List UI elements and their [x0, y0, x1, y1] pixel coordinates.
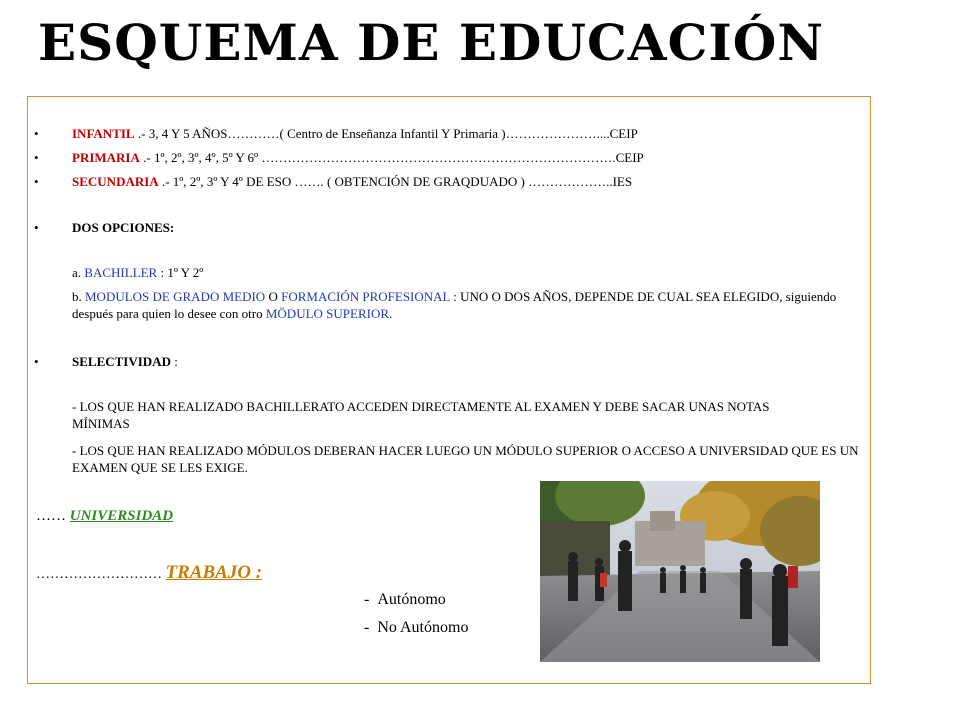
universidad-line: [36, 507, 173, 526]
campus-photo-svg: [540, 481, 820, 662]
campus-students-photo: [540, 481, 820, 662]
option-a: [72, 264, 203, 281]
infantil-label: INFANTIL: [72, 126, 135, 141]
universidad-label: UNIVERSIDAD: [69, 508, 174, 524]
secundaria-text: .- 1º, 2º, 3º Y 4º DE ESO ……. ( OBTENCIÓN DE GRAQDUADO ) ………………..IES: [158, 174, 633, 189]
bachiller-label: BACHILLER: [84, 265, 158, 280]
universidad-dots: ……: [36, 508, 70, 524]
opciones-heading: DOS OPCIONES:: [72, 220, 175, 235]
dash: -: [364, 619, 370, 636]
option-b-rest: : UNO O DOS AÑOS, DEPENDE DE CUAL SEA ELEGIDO, siguiendo después para quien lo desee con otro: [72, 289, 837, 321]
secundaria-label: SECUNDARIA: [72, 174, 159, 189]
trabajo-item-no-autonomo: [364, 618, 468, 638]
bullet-dot: •: [34, 174, 39, 189]
bullet-infantil: [72, 125, 638, 142]
dash: -: [364, 591, 370, 608]
selectividad-suffix: :: [170, 354, 178, 369]
infantil-text: .- 3, 4 Y 5 AÑOS…………( Centro de Enseñanza Infantil Y Primaria )…………………....CEIP: [134, 126, 638, 141]
selectividad-line-2: - LOS QUE HAN REALIZADO MÓDULOS DEBERAN HACER LUEGO UN MÓDULO SUPERIOR O ACCESO A UNIVERSIDAD QUE ES UN EXAMEN QUE SE LES EXIGE.: [72, 443, 859, 475]
option-a-rest: : 1º Y 2º: [157, 265, 204, 280]
option-b-prefix: b.: [72, 289, 85, 304]
trabajo-item-autonomo: [364, 590, 446, 610]
autonomo-text: Autónomo: [377, 591, 446, 608]
option-b: [72, 288, 872, 322]
modulos-label: MODULOS DE GRADO MEDIO: [85, 289, 266, 304]
option-a-prefix: a.: [72, 265, 85, 280]
selectividad-line-1: - LOS QUE HAN REALIZADO BACHILLERATO ACCEDEN DIRECTAMENTE AL EXAMEN Y DEBE SACAR UNAS NOTAS MÍNIMAS: [72, 399, 770, 431]
option-b-o: O: [265, 289, 282, 304]
bullet-secundaria: [72, 173, 632, 190]
bullet-dot: •: [34, 126, 39, 141]
trabajo-line: [36, 561, 262, 587]
fp-label: FORMACIÓN PROFESIONAL: [281, 289, 450, 304]
no-autonomo-text: No Autónomo: [377, 619, 469, 636]
bullet-dot: •: [34, 354, 39, 369]
primaria-label: PRIMARIA: [72, 150, 140, 165]
trabajo-label: TRABAJO :: [165, 562, 263, 583]
page-title: ESQUEMA DE EDUCACIÓN: [38, 13, 825, 72]
selectividad-heading: SELECTIVIDAD: [72, 354, 171, 369]
bullet-dot: •: [34, 220, 39, 235]
modulo-superior-label: MÖDULO SUPERIOR: [265, 306, 390, 321]
primaria-text: .- 1º, 2º, 3º, 4º, 5º Y 6º ……………………………………………………………………….CEIP: [139, 150, 644, 165]
trabajo-dots: ………………………: [36, 567, 166, 582]
selectividad: [72, 353, 178, 370]
bullet-dot: •: [34, 150, 39, 165]
option-b-end: .: [389, 306, 393, 321]
bullet-primaria: [72, 149, 644, 166]
